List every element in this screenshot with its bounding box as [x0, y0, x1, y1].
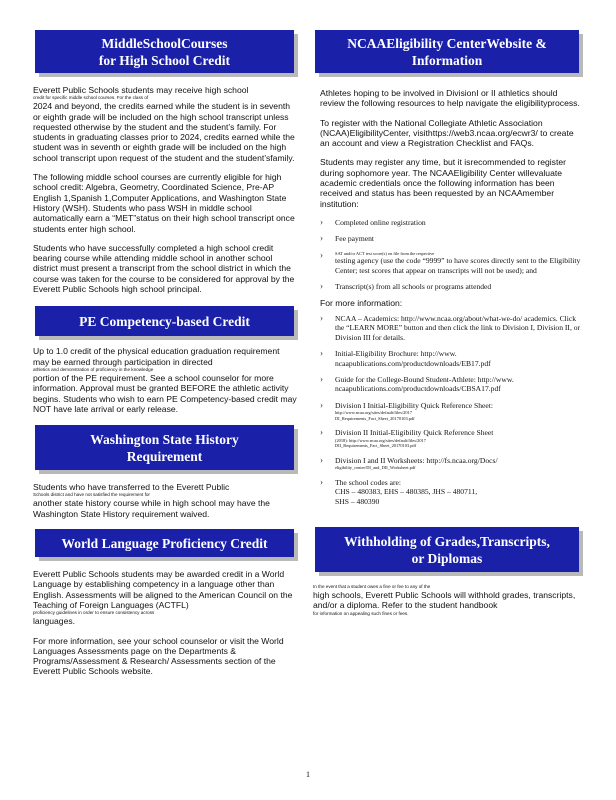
section-body-world-language [33, 569, 298, 677]
fine-print: athletics and demonstration of proficiency in the knowledge [33, 366, 154, 372]
list-item [313, 218, 583, 227]
paragraph [33, 569, 298, 626]
link-text[interactable]: Initial-Eligibility Brochure: http://www. ncaapublications.com/productdownloads/EB17.pdf [335, 349, 491, 368]
text: Division I and II Worksheets: http://fs.ncaa.org/Docs/ [335, 455, 498, 465]
text: Everett Public Schools students may receive high school [33, 85, 249, 95]
list-item [313, 251, 583, 275]
text: 2024 and beyond, the credits earned while the student is in seventh or eighth grade will be included on the high school transcript unless requested otherwise by the student and the student’s family. For students in graduating classes prior to 2024, credits earned while the student was in seventh or eighth grade will be included on the high school transcript upon request of the student and the student’sfamily. [33, 101, 295, 163]
text: The school codes are: [335, 477, 401, 487]
text: Division I Initial-Eligibility Quick Reference Sheet: [335, 400, 493, 410]
paragraph: Students who have successfully completed a high school credit bearing course while attending middle school in another school district must present a transcript from the school district in which the course was taken for the course to be considered for approval by the Everett Public Schools high school principal. [33, 242, 295, 295]
banner-title-line2: Information [411, 52, 483, 68]
section-banner-world-language [35, 529, 294, 557]
fine-print: › SAT and/or ACT test score(s) on file from the respective [335, 250, 435, 256]
link-text[interactable]: eligibility_center/DI_and_DII_Worksheet.pdf [335, 465, 416, 471]
text: Students who have transferred to the Everett Public [33, 482, 230, 493]
list-item [313, 282, 583, 291]
banner-title-line2: for High School Credit [98, 52, 231, 68]
text: portion of the PE requirement. See a school counselor for more information. Approval must be granted BEFORE the athletic activity begins. Students who wish to earn PE Competency-based credit may NOT have late arrival or early release. [33, 372, 297, 414]
text: languages. [33, 616, 76, 627]
list-item [313, 375, 583, 394]
banner-title-line2: or Diplomas [411, 550, 483, 566]
link-text[interactable]: http://www.ncaa.org/sites/default/files/2017 [335, 410, 412, 416]
paragraph [33, 482, 298, 519]
section-banner-middle-school [35, 30, 294, 73]
page-number: 1 [306, 770, 310, 779]
paragraph [33, 346, 298, 414]
text: Everett Public Schools students may be awarded credit in a World Language by establishing competency in a language other than English. Assessments will be aligned to the American Council on the Teaching of Foreign Languages (ACTFL) [33, 569, 293, 610]
banner-title-line2: Requirement [126, 448, 203, 464]
text: CHS – 480383, EHS – 480385, JHS – 480711, [335, 487, 478, 497]
section-body-ncaa [313, 88, 583, 209]
list-item [313, 349, 583, 368]
link-text[interactable]: Guide for the College-Bound Student-Athlete: http://www. ncaapublications.com/productdownloads/CBSA17.pdf [335, 374, 514, 394]
left-column [33, 30, 298, 677]
banner-title: NCAAEligibility CenterWebsite & [347, 35, 547, 51]
paragraph: For more information, see your school counselor or visit the World Languages Assessments page on the Departments & Programs/Assessment & Research/ Assessments section of the Everett Public Schools website. [33, 635, 284, 677]
list-item [313, 478, 583, 506]
section-banner-ncaa [315, 30, 579, 73]
banner-title: Withholding of Grades,Transcripts, [344, 533, 550, 549]
requirements-list [313, 218, 583, 292]
section-body-wsh [33, 482, 298, 519]
fine-print: Schools district and have not satisfied the requirement for [33, 492, 150, 498]
section-banner-withholding [315, 527, 579, 572]
text: Division II Initial-Eligibility Quick Reference Sheet [335, 428, 494, 438]
link-text[interactable]: DI_Requirements_Fact_Sheet_20170103.pdf [335, 415, 415, 421]
text: For more information: [320, 297, 403, 308]
section-body-withholding [313, 584, 583, 617]
section-banner-pe [35, 306, 294, 336]
fine-print: credit for specific middle school courses. For the class of [33, 95, 149, 101]
paragraph: To register with the National Collegiate Athletic Association (NCAA)EligibilityCenter, visithttps://web3.ncaa.org/ecwr3/ to create an account and view a Registration Checklist and FAQs. [320, 117, 574, 149]
banner-title: World Language Proficiency Credit [61, 535, 268, 551]
fine-print: for information on appealing such fines or fees. [313, 610, 409, 616]
text: Completed online registration [335, 217, 426, 227]
fine-print: In the event that a student owes a fine or fee to any of the [313, 584, 431, 590]
resource-links-list [313, 314, 583, 506]
section-banner-wsh [35, 425, 294, 470]
text: Up to 1.0 credit of the physical education graduation requirement may be earned through participation in directed [33, 346, 280, 367]
list-item [313, 428, 583, 449]
list-item [313, 234, 583, 243]
right-column [313, 30, 583, 617]
section-body-middle-school [33, 85, 298, 294]
list-item [313, 314, 583, 342]
section-body-pe [33, 346, 298, 414]
paragraph: Students may register any time, but it isrecommended to register during sophomore year. The NCAAEligibility Center willevaluate academic credentials once the following information has been received and status has been requested by an NCAAmember institution: [320, 157, 566, 209]
paragraph [33, 85, 298, 163]
banner-title: PE Competency-based Credit [79, 313, 250, 329]
banner-title: MiddleSchoolCourses [101, 35, 228, 51]
text: SHS – 480390 [335, 496, 380, 506]
text: Transcript(s) from all schools or programs attended [335, 282, 492, 292]
text: high schools, Everett Public Schools will withhold grades, transcripts, and/or a diploma. Refer to the student handbook [313, 590, 576, 611]
paragraph [313, 584, 583, 617]
text: testing agency (use the code “9999” to have scores directly sent to the Eligibility Center; test scores that appear on transcripts will not be used); and [335, 256, 581, 275]
list-item [313, 456, 583, 471]
paragraph: The following middle school courses are currently eligible for high school credit: Algebra, Geometry, Coordinated Science, Pre-AP English 1,Spanish 1,Computer Applications, and Washington State History (WSH). Students who pass WSH in middle school automatically earn a “MET”status on their high school transcript once students enter high school. [33, 172, 295, 234]
link-text[interactable]: DII_Requirements_Fact_Sheet_20170103.pdf [335, 443, 417, 449]
fine-print: proficiency guidelines in order to ensure consistency across [33, 610, 155, 616]
text: Fee payment [335, 234, 375, 244]
more-info-heading [313, 298, 583, 308]
link-text[interactable]: (2018): http://www.ncaa.org/sites/default/files/2017 [335, 437, 426, 443]
banner-title: Washington State History [90, 431, 239, 447]
text: another state history course while in high school may have the Washington State History requirement waived. [33, 498, 270, 519]
paragraph: Athletes hoping to be involved in DivisionI or II athletics should review the following resources to help navigate the eligibilityprocess. [320, 88, 580, 109]
link-text[interactable]: NCAA – Academics: http://www.ncaa.org/about/what-we-do/ academics. Click the “LEARN MORE” button and then click the link to Division I, Division II, or Division III for details. [335, 313, 581, 342]
list-item [313, 401, 583, 422]
